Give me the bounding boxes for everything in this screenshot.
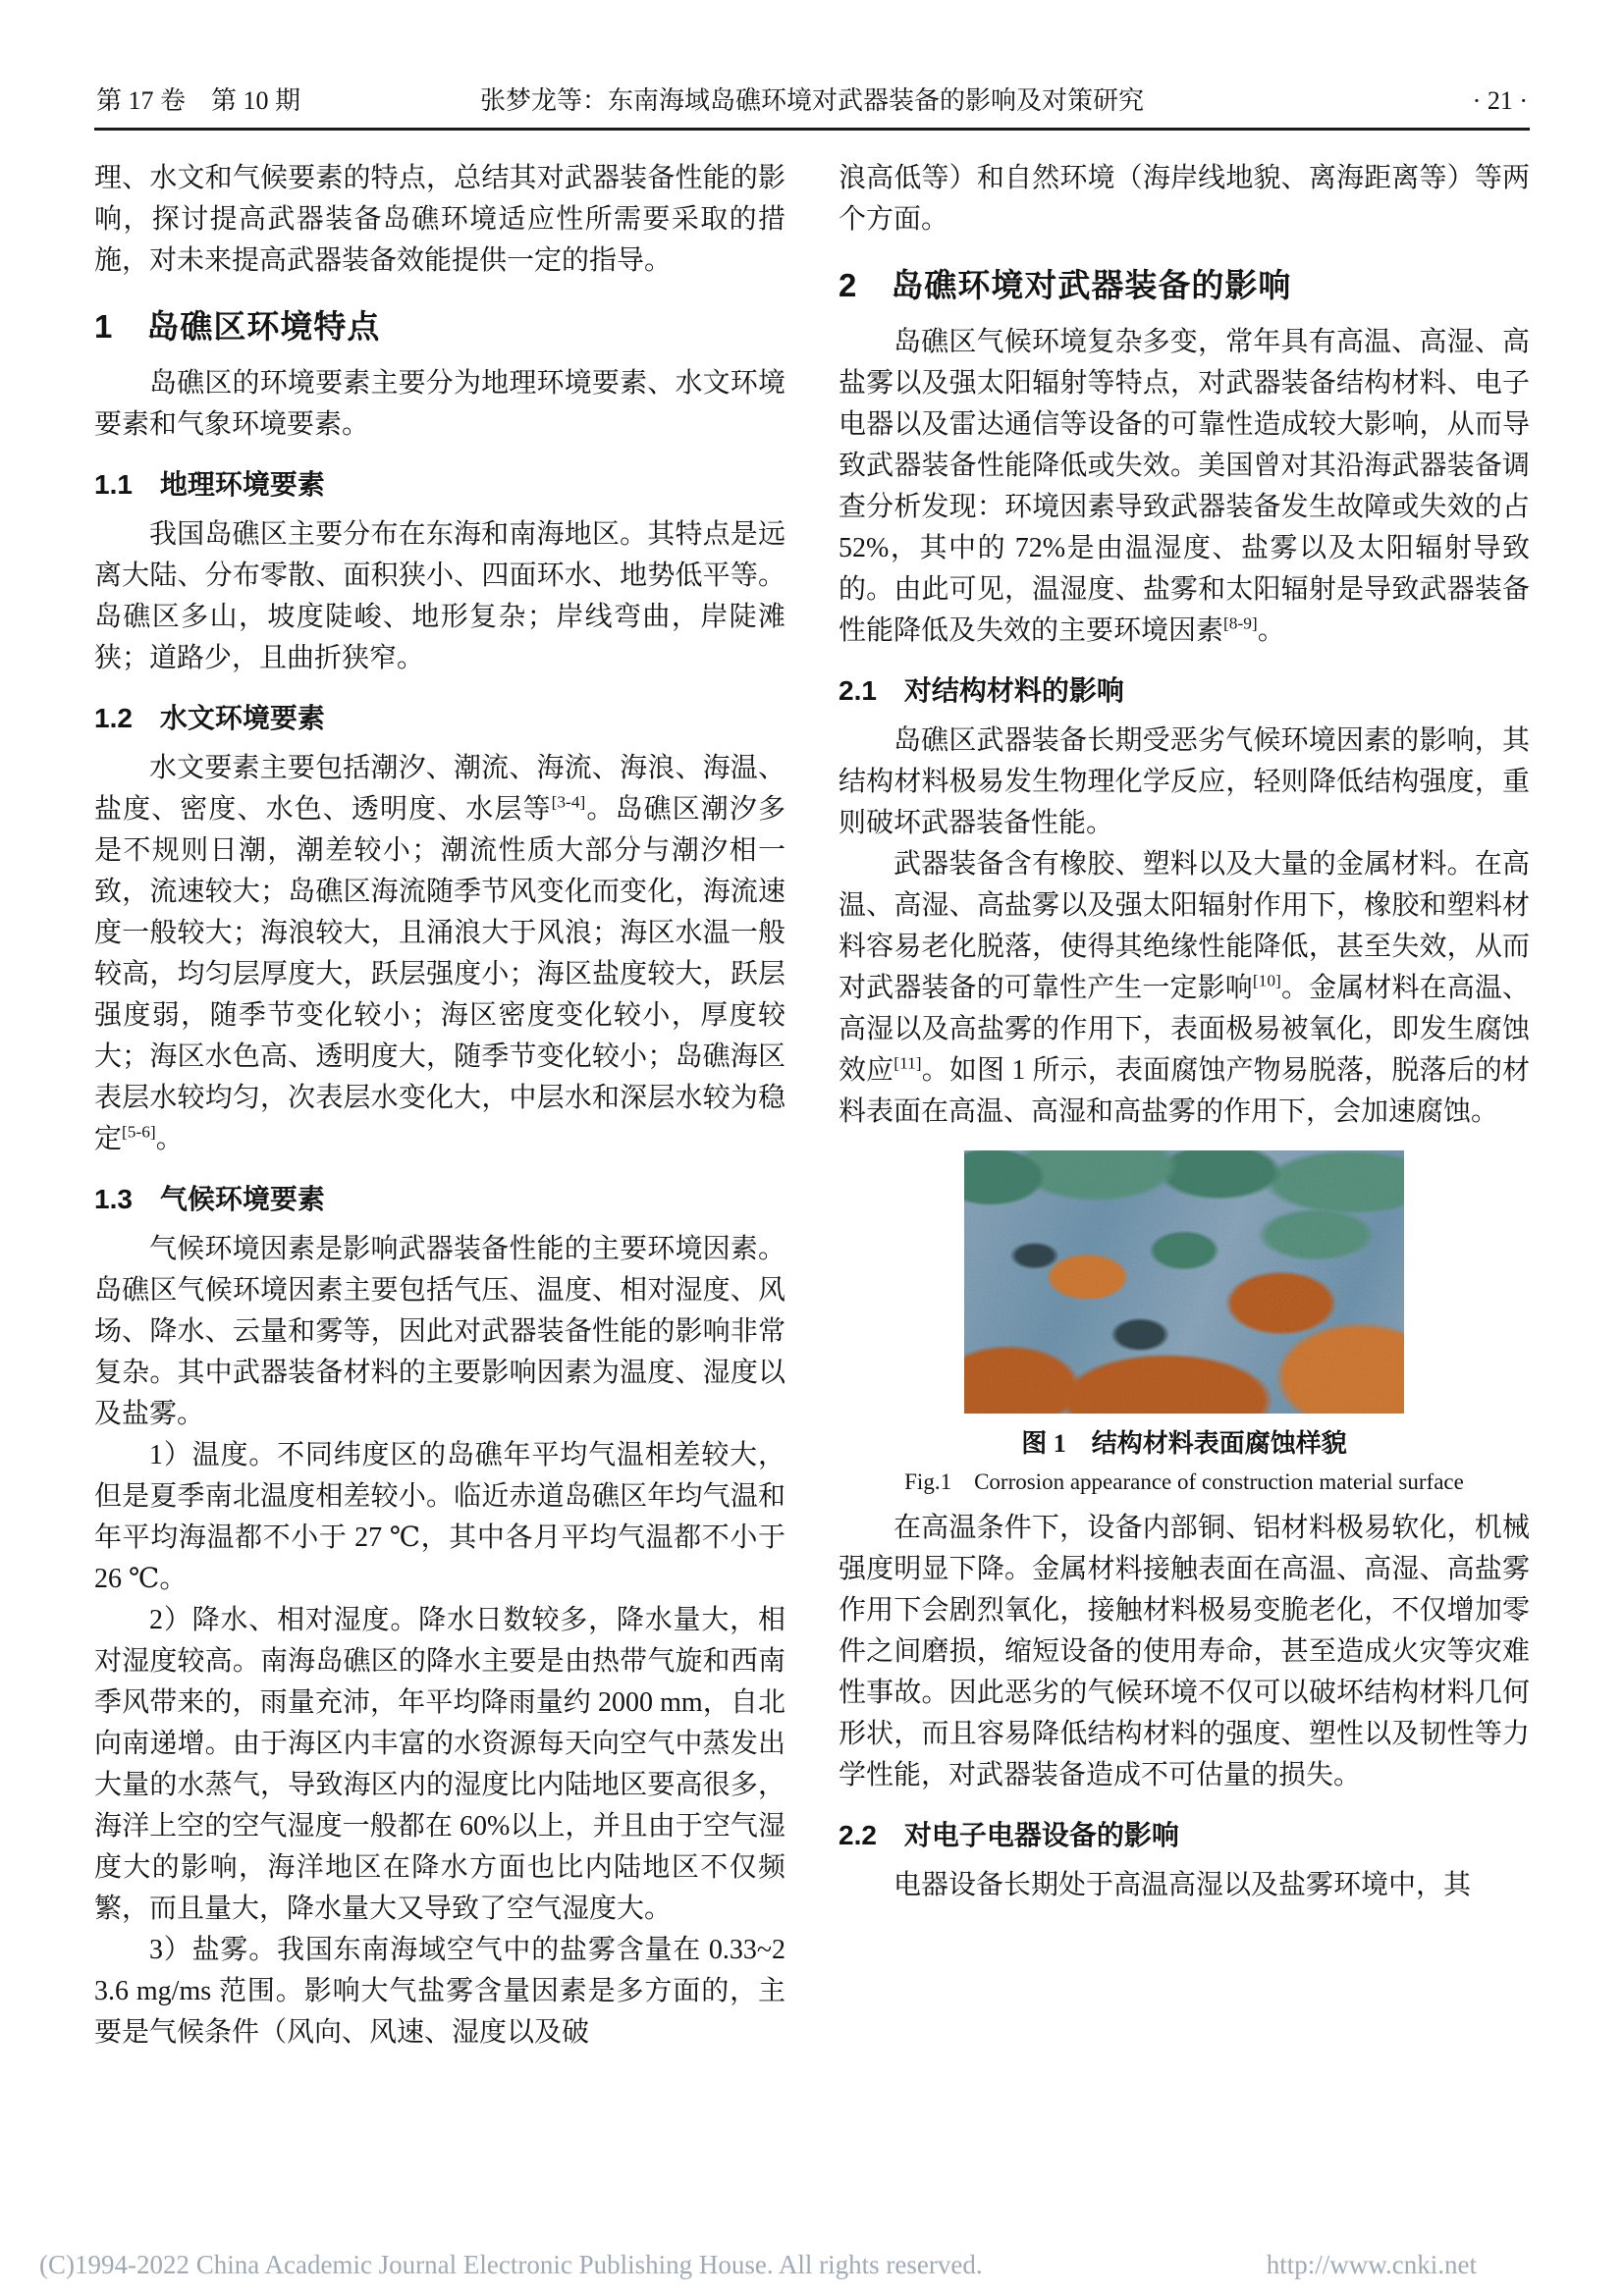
paragraph: 水文要素主要包括潮汐、潮流、海流、海浪、海温、盐度、密度、水色、透明度、水层等[3-4]。岛礁区潮汐多是不规则日潮，潮差较小；潮流性质大部分与潮汐相一致，流速较大；岛礁区海流随季节风变化而变化，海流速度一般较大；海浪较大，且涌浪大于风浪；海区水温一般较高，均匀层厚度大，跃层强度小；海区盐度较大，跃层强度弱，随季节变化较小；海区密度变化较小，厚度较大；海区水色高、透明度大，随季节变化较小；岛礁海区表层水较均匀，次表层水变化大，中层水和深层水较为稳定[5-6]。 (94, 753, 785, 1154)
right-column-bottom (839, 1508, 1530, 1906)
section-heading: 2 岛礁环境对武器装备的影响 (839, 267, 1292, 303)
right-column-top (839, 158, 1530, 1133)
volume-issue: 第 17 卷 第 10 期 (96, 86, 301, 115)
paragraph: 气候环境因素是影响武器装备性能的主要环境因素。岛礁区气候环境因素主要包括气压、温度、相对湿度、风场、降水、云量和雾等，因此对武器装备性能的影响非常复杂。其中武器装备材料的主要影响因素为温度、湿度以及盐雾。 (94, 1234, 785, 1429)
section-heading: 1 岛礁区环境特点 (94, 308, 381, 345)
subsection-heading: 1.1 地理环境要素 (94, 469, 325, 500)
copyright-footer (39, 2250, 1477, 2280)
paragraph: 电器设备长期处于高温高湿以及盐雾环境中，其 (893, 1870, 1472, 1900)
paragraph: 岛礁区武器装备长期受恶劣气候环境因素的影响，其结构材料极易发生物理化学反应，轻则降低结构强度，重则破坏武器装备性能。 (839, 725, 1530, 838)
page-header (94, 86, 1530, 116)
figure-caption (839, 1427, 1530, 1498)
paragraph: 1）温度。不同纬度区的岛礁年平均气温相差较大，但是夏季南北温度相差较小。临近赤道岛礁区年均气温和年平均海温都不小于 27 ℃，其中各月平均气温都不小于 26 ℃。 (94, 1440, 785, 1594)
paragraph: 2）降水、相对湿度。降水日数较多，降水量大，相对湿度较高。南海岛礁区的降水主要是由热带气旋和西南季风带来的，雨量充沛，年平均降雨量约 2000 mm，自北向南递增。由于海区内丰富的水资源每天向空气中蒸发出大量的水蒸气，导致海区内的湿度比内陆地区要高很多，海洋上空的空气湿度一般都在 60%以上，并且由于空气湿度大的影响，海洋地区在降水方面也比内陆地区不仅频繁，而且量大，降水量大又导致了空气湿度大。 (94, 1605, 785, 1924)
header-rule (94, 128, 1530, 131)
right-column (839, 158, 1530, 2054)
paragraph: 浪高低等）和自然环境（海岸线地貌、离海距离等）等两个方面。 (839, 163, 1530, 235)
figure-caption-en: Fig.1 Corrosion appearance of construction material surface (904, 1469, 1464, 1494)
page-number: · 21 · (1472, 86, 1528, 115)
paragraph: 武器装备含有橡胶、塑料以及大量的金属材料。在高温、高湿、高盐雾以及强太阳辐射作用下，橡胶和塑料材料容易老化脱落，使得其绝缘性能降低，甚至失效，从而对武器装备的可靠性产生一定影响[10]。金属材料在高温、高湿以及高盐雾的作用下，表面极易被氧化，即发生腐蚀效应[11]。如图 1 所示，表面腐蚀产物易脱落，脱落后的材料表面在高温、高湿和高盐雾的作用下，会加速腐蚀。 (839, 849, 1530, 1127)
subsection-heading: 1.3 气候环境要素 (94, 1184, 325, 1214)
paragraph: 3）盐雾。我国东南海域空气中的盐雾含量在 0.33~23.6 mg/ms 范围。影响大气盐雾含量因素是多方面的，主要是气候条件（风向、风速、湿度以及破 (94, 1935, 785, 2048)
article-body (94, 158, 1530, 2054)
paragraph: 在高温条件下，设备内部铜、铝材料极易软化，机械强度明显下降。金属材料接触表面在高温、高湿、高盐雾作用下会剧烈氧化，接触材料极易变脆老化，不仅增加零件之间磨损，缩短设备的使用寿命，甚至造成火灾等灾难性事故。因此恶劣的气候环境不仅可以破坏结构材料几何形状，而且容易降低结构材料的强度、塑性以及韧性等力学性能，对武器装备造成不可估量的损失。 (839, 1513, 1530, 1790)
subsection-heading: 1.2 水文环境要素 (94, 703, 325, 733)
corrosion-photo (964, 1150, 1404, 1414)
subsection-heading: 2.2 对电子电器设备的影响 (839, 1820, 1179, 1850)
figure-caption-zh: 图 1 结构材料表面腐蚀样貌 (1021, 1429, 1347, 1458)
paragraph: 理、水文和气候要素的特点，总结其对武器装备性能的影响，探讨提高武器装备岛礁环境适应性所需要采取的措施，对未来提高武器装备效能提供一定的指导。 (94, 163, 785, 276)
cnki-url[interactable]: http://www.cnki.net (1266, 2250, 1477, 2279)
copyright-text: (C)1994-2022 China Academic Journal Electronic Publishing House. All rights reserved. (39, 2250, 983, 2279)
paragraph: 岛礁区的环境要素主要分为地理环境要素、水文环境要素和气象环境要素。 (94, 368, 785, 440)
left-column (94, 158, 785, 2054)
photo-grain-texture (964, 1150, 1404, 1414)
paragraph: 我国岛礁区主要分布在东海和南海地区。其特点是远离大陆、分布零散、面积狭小、四面环水、地势低平等。岛礁区多山，坡度陡峻、地形复杂；岸线弯曲，岸陡滩狭；道路少，且曲折狭窄。 (94, 519, 785, 673)
subsection-heading: 2.1 对结构材料的影响 (839, 675, 1124, 706)
running-title: 张梦龙等：东南海域岛礁环境对武器装备的影响及对策研究 (479, 86, 1144, 115)
paragraph: 岛礁区气候环境复杂多变，常年具有高温、高湿、高盐雾以及强太阳辐射等特点，对武器装备结构材料、电子电器以及雷达通信等设备的可靠性造成较大影响，从而导致武器装备性能降低或失效。美国曾对其沿海武器装备调查分析发现：环境因素导致武器装备发生故障或失效的占 52%，其中的 72%是由温湿度、盐雾以及太阳辐射导致的。由此可见，温湿度、盐雾和太阳辐射是导致武器装备性能降低及失效的主要环境因素[8-9]。 (839, 327, 1530, 646)
figure-1 (839, 1150, 1530, 1498)
